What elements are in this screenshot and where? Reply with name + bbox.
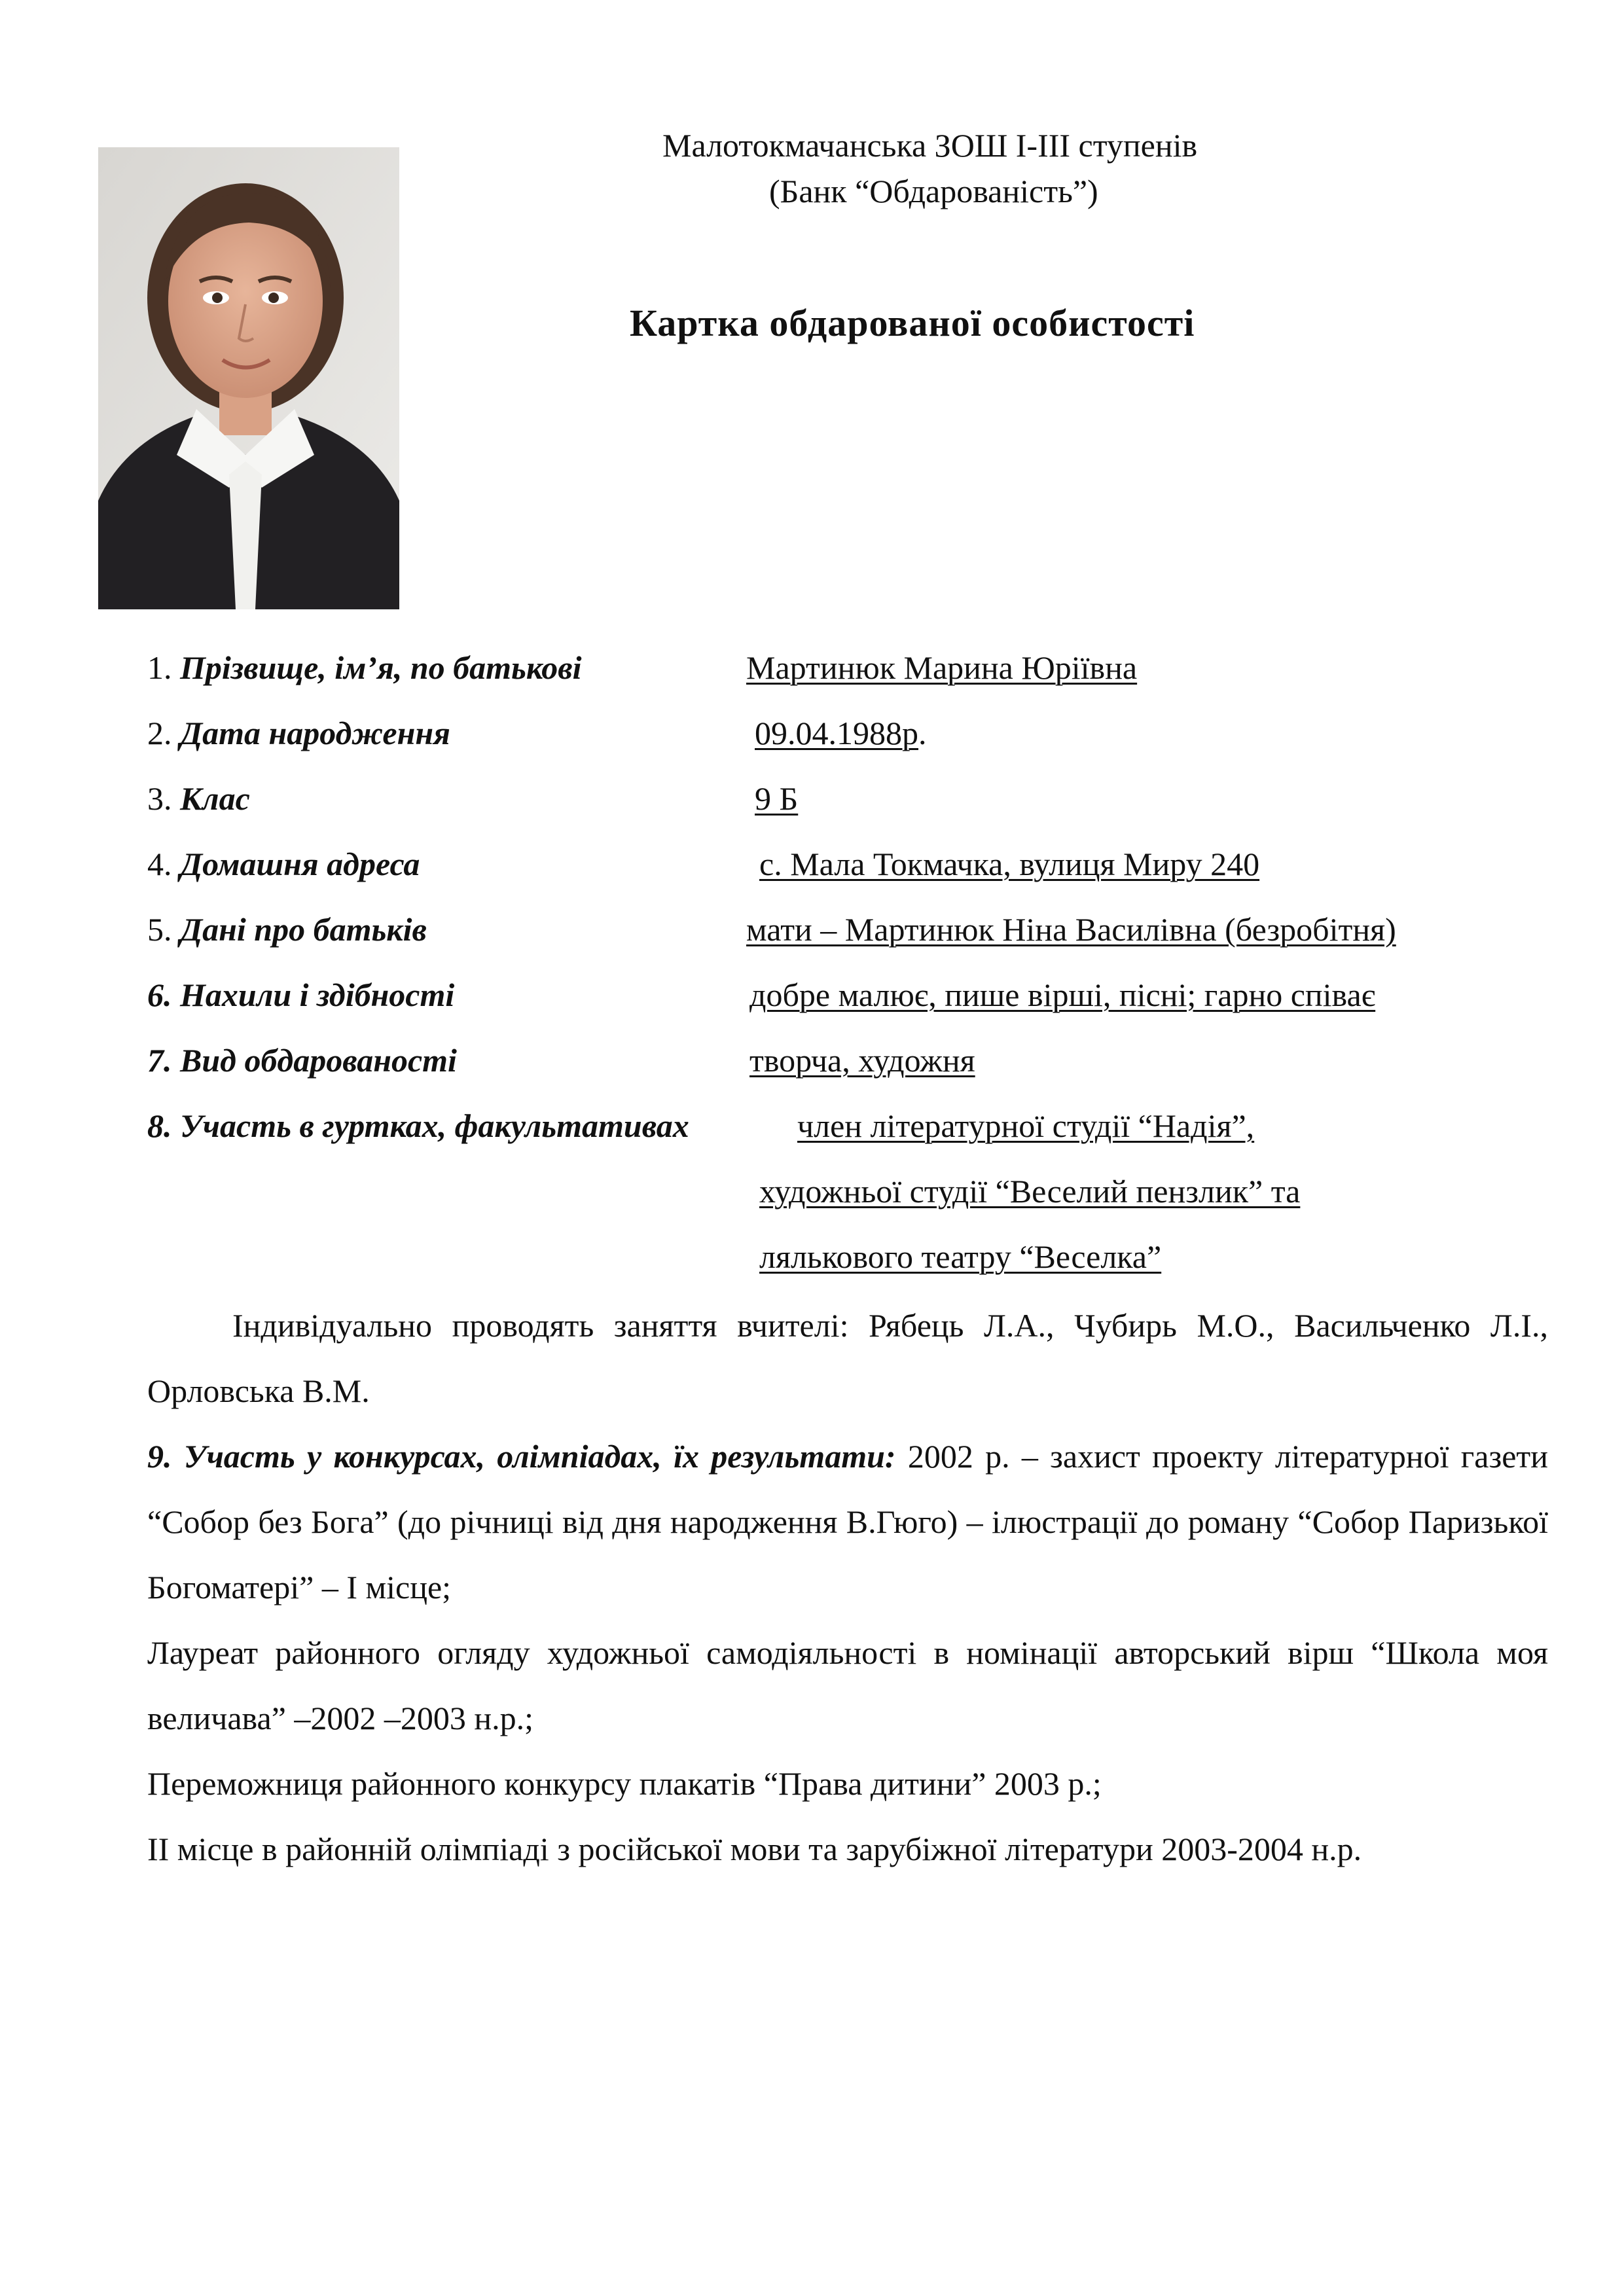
field-label: Прізвище, ім’я, по батькові — [180, 649, 582, 686]
field-label: Домашня адреса — [180, 846, 420, 882]
contests-paragraph — [147, 1424, 1548, 1620]
field-row-4 — [147, 844, 420, 884]
field-row-5 — [147, 910, 427, 949]
contests-label: 9. Участь у конкурсах, олімпіадах, їх результати: — [147, 1438, 896, 1475]
field-value-birth-date-wrap — [755, 713, 927, 753]
student-photo — [98, 147, 399, 609]
field-number: 1. — [147, 649, 172, 686]
field-number: 8. — [147, 1107, 172, 1144]
field-value-class: 9 Б — [755, 780, 799, 817]
field-label: Дата народження — [180, 715, 450, 751]
field-value-clubs-line-2: художньої студії “Веселий пензлик” та — [759, 1173, 1301, 1210]
field-number: 5. — [147, 911, 172, 948]
field-row-8 — [147, 1106, 689, 1145]
contest-item-1: Лауреат районного огляду художньої самодіяльності в номінації авторський вірш “Школа моя величава” –2002 –2003 н.р.; — [147, 1634, 1548, 1736]
field-row-7 — [147, 1041, 457, 1080]
field-label: Клас — [180, 780, 250, 817]
field-value-address: с. Мала Токмачка, вулиця Миру 240 — [759, 846, 1260, 882]
field-number: 3. — [147, 780, 172, 817]
teachers-paragraph: Індивідуально проводять заняття вчителі: Рябець Л.А., Чубирь М.О., Васильченко Л.І., Орловська В.М. — [147, 1307, 1548, 1409]
field-row-3 — [147, 779, 250, 818]
field-number: 7. — [147, 1042, 172, 1079]
page-title: Картка обдарованої особистості — [630, 302, 1195, 344]
field-value-clubs-line-3: лялькового театру “Веселка” — [759, 1238, 1162, 1275]
bank-name: (Банк “Обдарованість”) — [769, 173, 1098, 209]
field-value-parents: мати – Мартинюк Ніна Василівна (безробітня) — [746, 911, 1396, 948]
field-value-birth-date: 09.04.1988р — [755, 715, 918, 751]
field-row-6 — [147, 975, 454, 1014]
field-value-abilities: добре малює, пише вірші, пісні; гарно співає — [749, 977, 1376, 1013]
field-row-1 — [147, 648, 582, 687]
field-value-giftedness: творча, художня — [749, 1042, 975, 1079]
school-name: Малотокмачанська ЗОШ І-ІІІ ступенів — [662, 127, 1198, 164]
field-value-clubs: член літературної студії “Надія”, — [797, 1107, 1255, 1144]
field-number: 4. — [147, 846, 172, 882]
field-number: 6. — [147, 977, 172, 1013]
field-row-2 — [147, 713, 450, 753]
field-label: Дані про батьків — [180, 911, 427, 948]
field-number: 2. — [147, 715, 172, 751]
field-label: Нахили і здібності — [180, 977, 455, 1013]
field-label: Участь в гуртках, факультативах — [180, 1107, 689, 1144]
contest-item-3: ІІ місце в районній олімпіаді з російської мови та зарубіжної літератури 2003-2004 н.р. — [147, 1831, 1362, 1867]
contest-item-2: Переможниця районного конкурсу плакатів “Права дитини” 2003 р.; — [147, 1765, 1102, 1802]
field-label: Вид обдарованості — [180, 1042, 457, 1079]
field-value-full-name: Мартинюк Марина Юріївна — [746, 649, 1138, 686]
field-value-birth-date-dot: . — [918, 715, 927, 751]
contests-text: 2002 р. – захист проекту літературної газети “Собор без Бога” (до річниці від дня народження В.Гюго) – ілюстрації до роману “Собор Паризької Богоматері” – І місце; — [147, 1438, 1548, 1605]
